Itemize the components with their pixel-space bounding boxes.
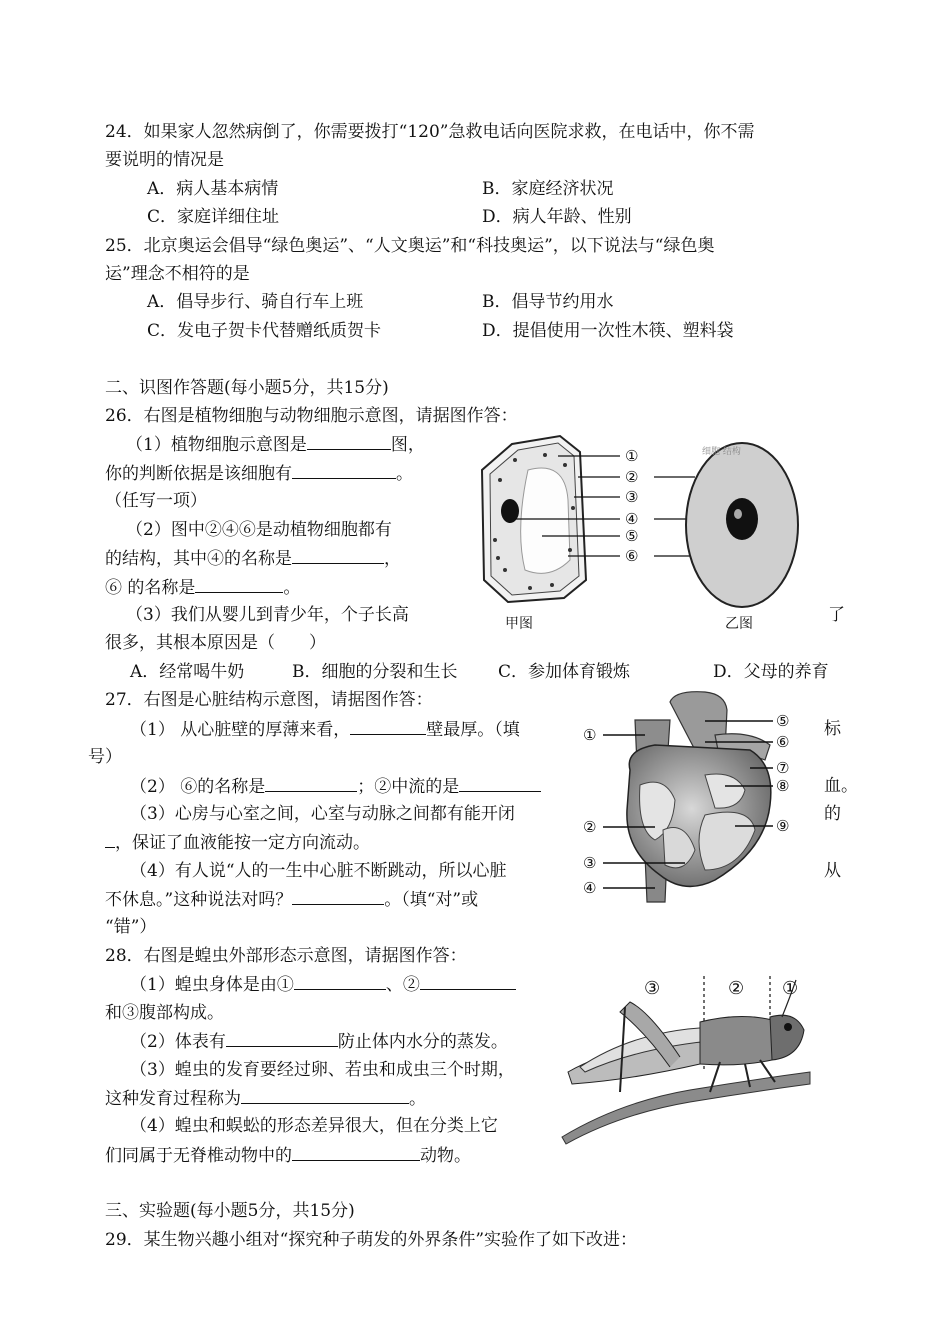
q28-blank-2[interactable] — [420, 973, 516, 990]
q26-blank-3[interactable] — [292, 547, 384, 564]
heart-label-6: ⑥ — [776, 733, 790, 751]
q27-part4-line3: “错”） — [105, 917, 157, 937]
q26-stem: 26．右图是植物细胞与动物细胞示意图，请据图作答： — [105, 406, 518, 426]
q28-p4-text-b: 们同属于无脊椎动物中的 — [105, 1146, 292, 1166]
fig-label-jia: 甲图 — [505, 616, 533, 632]
q28-p3-text-c: 。 — [409, 1089, 426, 1109]
q28-p4-text-c: 动物。 — [420, 1146, 471, 1166]
q27-part1-line1 — [130, 718, 520, 741]
heart-label-7: ⑦ — [776, 759, 790, 777]
q24-option-d: D．病人年龄、性别 — [482, 207, 632, 227]
grasshopper-diagram — [560, 972, 815, 1147]
q26-part1-line1 — [126, 433, 425, 456]
q29-stem: 29．某生物兴趣小组对“探究种子萌发的外界条件”实验作了如下改进： — [105, 1230, 638, 1250]
q26-p1-text-b: 图， — [390, 435, 425, 455]
left-ventricle — [699, 812, 755, 870]
animal-nucleolus — [734, 509, 742, 519]
q27-blank-4[interactable] — [105, 831, 115, 848]
section-3-heading: 三、实验题(每小题5分，共15分) — [105, 1201, 355, 1221]
q25-stem-line1: 25．北京奥运会倡导“绿色奥运”、“人文奥运”和“科技奥运”，以下说法与“绿色奥 — [105, 236, 715, 256]
q27-part3-line2 — [105, 831, 370, 854]
q27-part2-line — [130, 775, 541, 798]
q27-p4-text-b: 不休息。”这种说法对吗？ — [105, 890, 293, 910]
section-2-heading: 二、识图作答题(每小题5分，共15分) — [105, 378, 389, 398]
q25-stem-line2: 运”理念不相符的是 — [105, 264, 250, 284]
q26-part2-line1: （2）图中②④⑥是动植物细胞都有 — [126, 520, 392, 540]
head — [770, 1015, 804, 1060]
q28-part3-line2 — [105, 1087, 426, 1110]
q24-stem-line2: 要说明的情况是 — [105, 150, 224, 170]
q26-part1-line2 — [105, 462, 413, 485]
q26-part2-line3 — [105, 576, 300, 599]
cell-label-2: ② — [625, 468, 639, 486]
q26-p2-text-b: 的结构，其中④的名称是 — [105, 549, 292, 569]
cell-label-4: ④ — [625, 510, 639, 528]
heart-label-5: ⑤ — [776, 712, 790, 730]
cell-number-labels — [625, 447, 638, 565]
q26-p1-text-d: 。 — [396, 464, 413, 484]
q27-part1-tail: 标 — [824, 719, 841, 739]
q28-p3-text-b: 这种发育过程称为 — [105, 1089, 241, 1109]
q28-part4-line2 — [105, 1144, 471, 1167]
q27-part4-line2 — [105, 888, 478, 911]
q26-option-a: A．经常喝牛奶 — [130, 662, 245, 682]
q27-stem: 27．右图是心脏结构示意图，请据图作答： — [105, 690, 433, 710]
q26-option-d: D．父母的养育 — [713, 662, 829, 682]
q27-part1-line2: 号） — [88, 747, 122, 767]
q25-option-a: A．倡导步行、骑自行车上班 — [147, 292, 364, 312]
q26-blank-2[interactable] — [292, 462, 396, 479]
cell-stamp-text: 细胞 结构 — [702, 447, 741, 457]
q26-blank-4[interactable] — [195, 576, 283, 593]
q26-option-b: B．细胞的分裂和生长 — [292, 662, 458, 682]
q24-option-b: B．家庭经济状况 — [482, 179, 614, 199]
q27-blank-5[interactable] — [292, 888, 384, 905]
twig — [562, 1072, 810, 1144]
q24-stem-line1: 24．如果家人忽然病倒了，你需要拨打“120”急救电话向医院求救，在电话中，你不需 — [105, 122, 755, 142]
q27-p1-text-a: （1） 从心脏壁的厚薄来看， — [130, 720, 351, 740]
eye — [784, 1023, 792, 1031]
q28-part2-line — [130, 1030, 508, 1053]
q27-blank-2[interactable] — [265, 775, 357, 792]
cell-label-3: ③ — [625, 488, 639, 506]
heart-label-2: ② — [583, 818, 597, 836]
q26-part3-tail: 了 — [828, 605, 845, 625]
q27-p2-text-b: ；②中流的是 — [357, 777, 460, 797]
q26-p2-text-e: 。 — [283, 578, 301, 598]
q26-part2-line2 — [105, 547, 401, 570]
q27-p3-text-b: ，保证了血液能按一定方向流动。 — [115, 833, 370, 853]
q27-blank-1[interactable] — [350, 718, 426, 735]
heart-label-8: ⑧ — [776, 777, 790, 795]
q28-p2-text-a: （2）体表有 — [130, 1032, 226, 1052]
cell-label-1: ① — [625, 447, 639, 465]
q28-part3-line1: （3）蝗虫的发育要经过卵、若虫和成虫三个时期， — [130, 1060, 515, 1080]
q28-part4-line1: （4）蝗虫和蜈蚣的形态差异很大，但在分类上它 — [130, 1116, 498, 1136]
q27-part4-line1: （4）有人说“人的一生中心脏不断跳动，所以心脏 — [130, 861, 507, 881]
thorax — [700, 1016, 772, 1064]
heart-label-1: ① — [583, 726, 597, 744]
q28-blank-1[interactable] — [294, 973, 386, 990]
q27-p2-text-a: （2） ⑥的名称是 — [130, 777, 266, 797]
q28-blank-5[interactable] — [292, 1144, 420, 1161]
q26-p2-text-c: ， — [384, 549, 401, 569]
animal-nucleus — [726, 498, 758, 540]
q28-part1-line2: 和③腹部构成。 — [105, 1003, 224, 1023]
q26-p1-text-a: （1）植物细胞示意图是 — [126, 435, 307, 455]
cell-label-5: ⑤ — [625, 527, 639, 545]
q25-option-d: D．提倡使用一次性木筷、塑料袋 — [482, 321, 734, 341]
q28-p2-text-b: 防止体内水分的蒸发。 — [337, 1032, 508, 1052]
q26-part3-line1: （3）我们从婴儿到青少年，个子长高 — [126, 605, 409, 625]
heart-diagram — [575, 690, 810, 910]
q28-blank-4[interactable] — [241, 1087, 409, 1104]
q27-part4-tail: 从 — [824, 861, 841, 881]
q27-p4-text-c: 。（填“对”或 — [384, 890, 479, 910]
q28-p1-text-a: （1）蝗虫身体是由① — [130, 975, 294, 995]
cell-label-6: ⑥ — [625, 547, 639, 565]
heart-label-4: ④ — [583, 879, 597, 897]
plant-vacuole — [521, 468, 570, 573]
q25-option-c: C．发电子贺卡代替赠纸质贺卡 — [147, 321, 382, 341]
fig-label-yi: 乙图 — [725, 616, 753, 632]
q27-part3-line1: （3）心房与心室之间，心室与动脉之间都有能开闭 — [130, 804, 515, 824]
q28-p1-text-b: 、② — [385, 975, 420, 995]
q27-part2-tail: 血。 — [824, 776, 858, 796]
grasshopper-label-1: ① — [782, 978, 799, 999]
cell-diagram — [470, 430, 830, 635]
grasshopper-label-3: ③ — [644, 978, 661, 999]
heart-label-9: ⑨ — [776, 817, 790, 835]
q25-option-b: B．倡导节约用水 — [482, 292, 614, 312]
q26-option-c: C．参加体育锻炼 — [498, 662, 631, 682]
q26-p1-text-c: 你的判断依据是该细胞有 — [105, 464, 292, 484]
q26-p2-text-d: ⑥ 的名称是 — [105, 578, 196, 598]
q26-blank-1[interactable] — [307, 433, 391, 450]
q27-blank-3[interactable] — [459, 775, 541, 792]
q27-p1-text-b: 壁最厚。（填 — [426, 720, 520, 740]
grasshopper-label-2: ② — [728, 978, 745, 999]
q28-blank-3[interactable] — [226, 1030, 338, 1047]
q26-part1-line3: （任写一项） — [105, 491, 207, 511]
q28-part1-line1 — [130, 973, 516, 996]
q28-stem: 28．右图是蝗虫外部形态示意图，请据图作答： — [105, 946, 467, 966]
q24-option-a: A．病人基本病情 — [147, 179, 279, 199]
q26-part3-line2: 很多，其根本原因是（ ） — [105, 633, 326, 653]
q27-part3-tail: 的 — [824, 804, 841, 824]
heart-label-3: ③ — [583, 854, 597, 872]
q24-option-c: C．家庭详细住址 — [147, 207, 280, 227]
